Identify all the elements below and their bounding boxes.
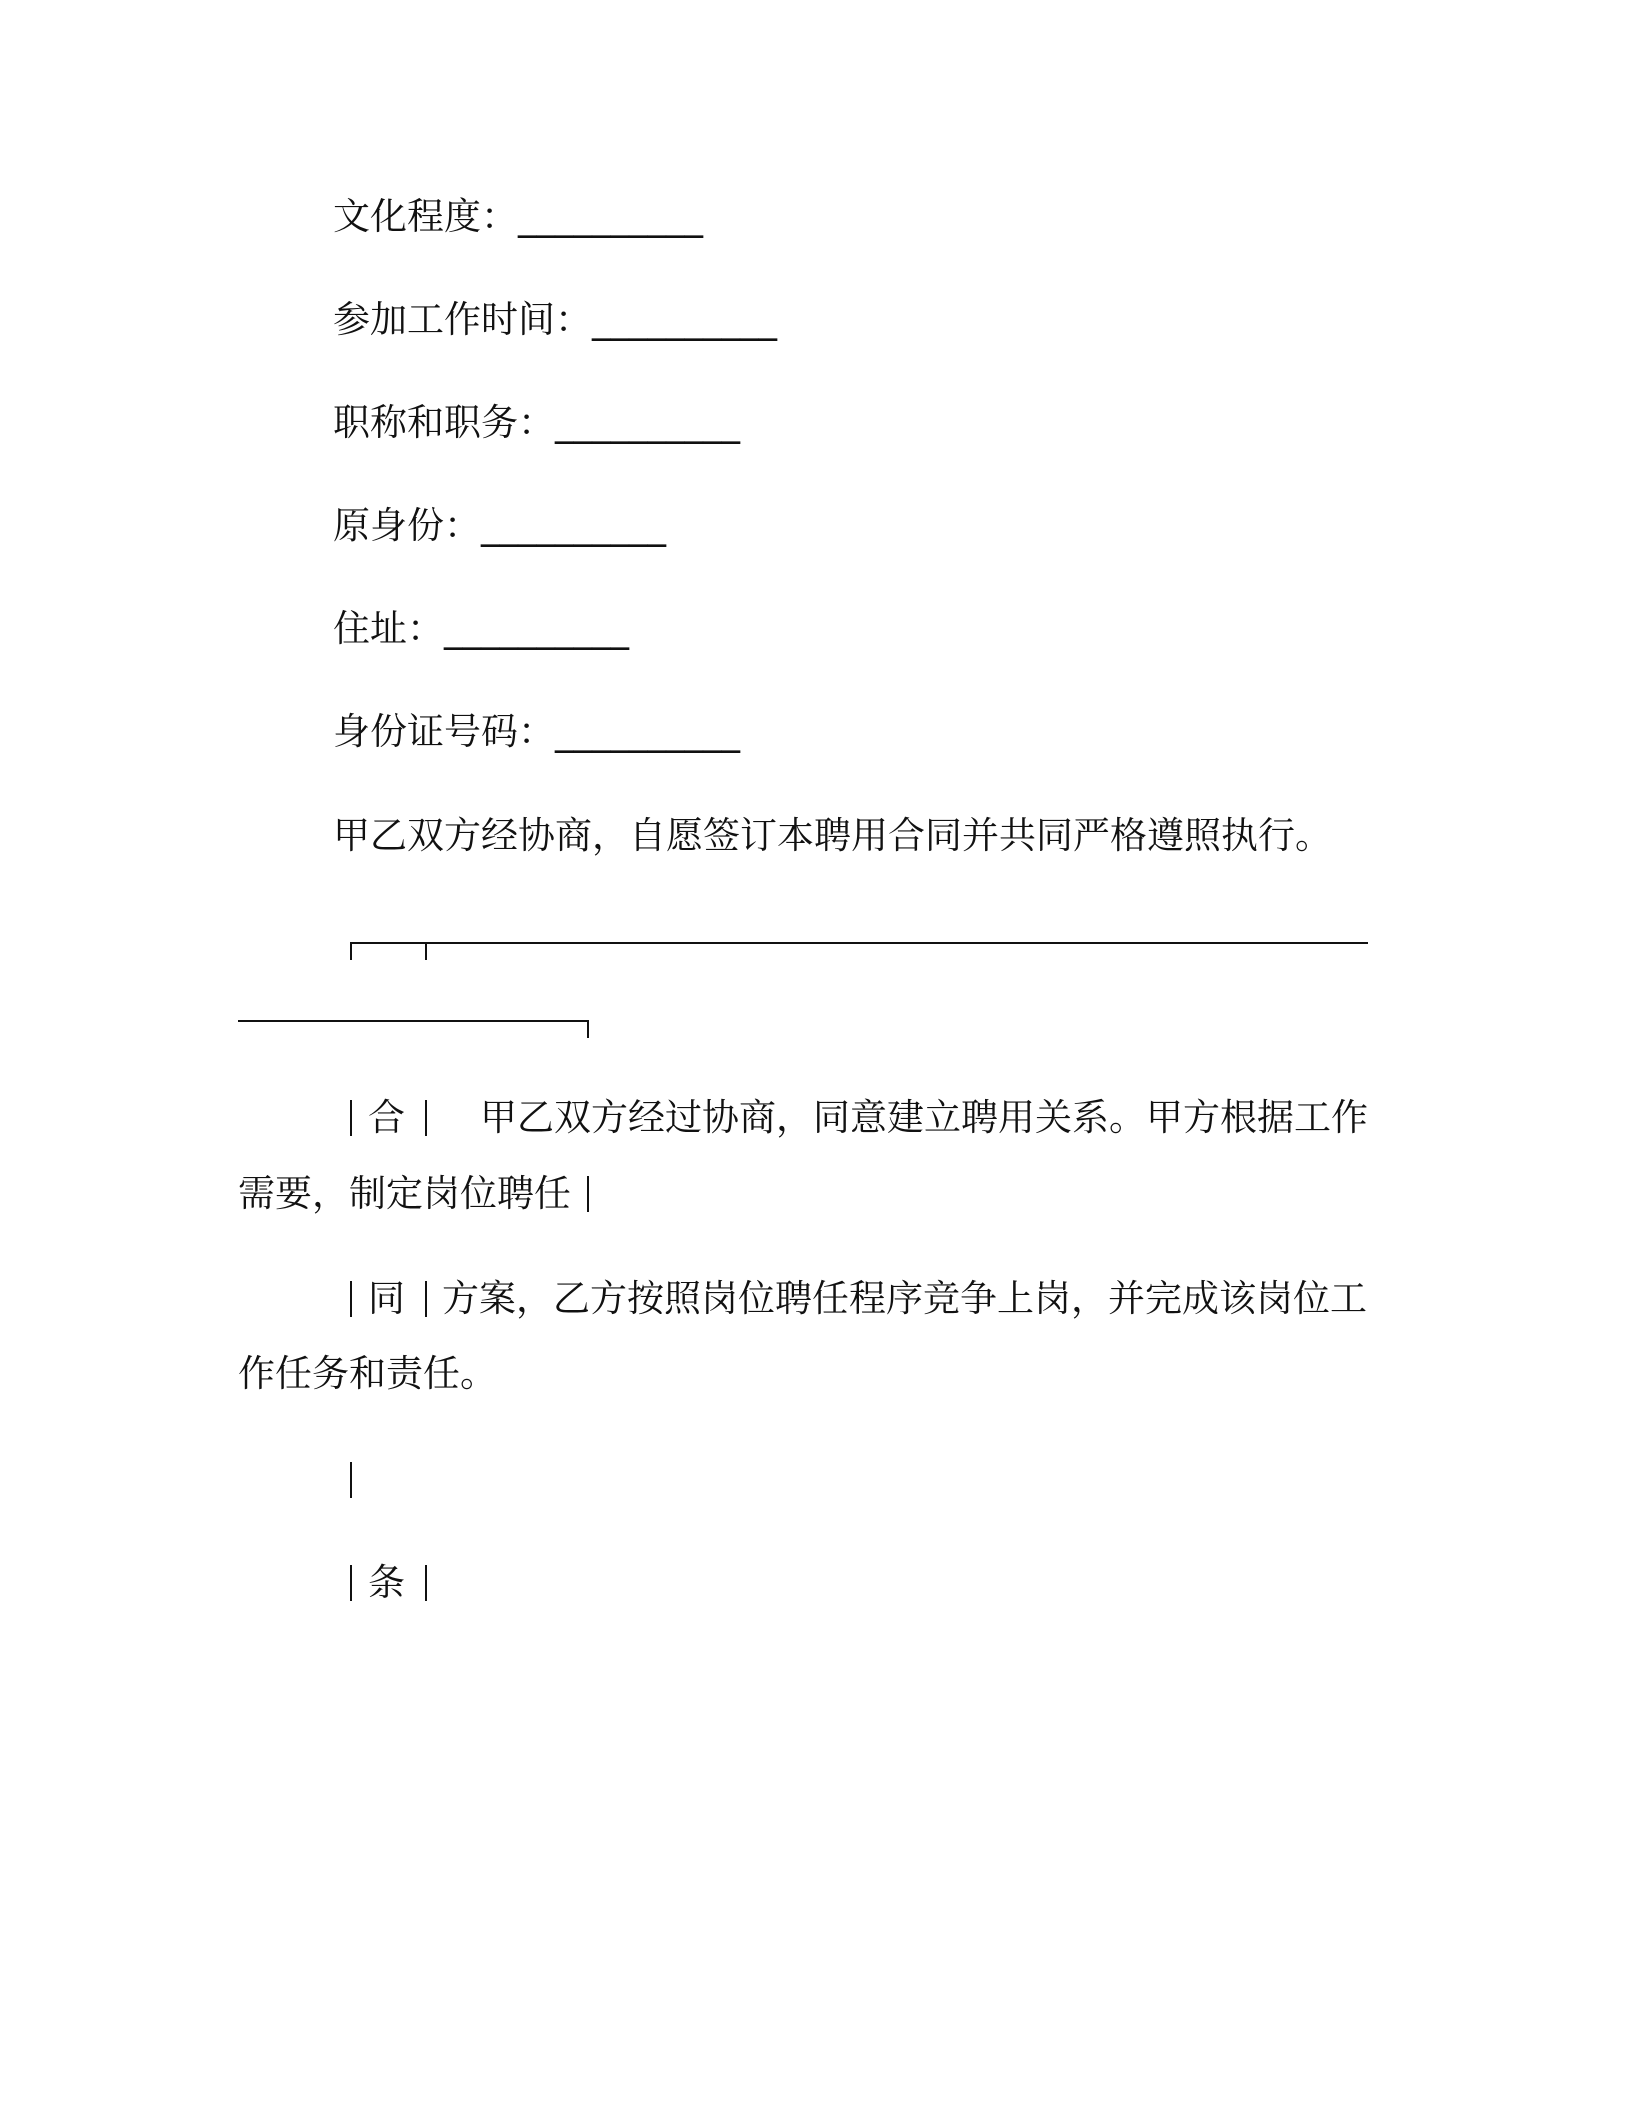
- field-label: 住址：: [333, 607, 444, 650]
- row1-text-line2: [238, 1170, 571, 1218]
- row2-text-line1: 方案，乙方按照岗位聘任程序竞争上岗，并完成该岗位工: [442, 1277, 1367, 1320]
- field-education: [333, 193, 703, 241]
- row3-char: 条: [368, 1561, 405, 1604]
- field-title-position: [333, 399, 740, 447]
- field-blank: __________: [518, 195, 703, 238]
- row1-text-line1: 甲乙双方经过协商，同意建立聘用关系。甲方根据工作: [480, 1096, 1368, 1139]
- table-corner-tick-left: [350, 942, 352, 960]
- empty-row-bar: [350, 1462, 352, 1498]
- field-original-status: [333, 502, 666, 550]
- table-second-border: [238, 1020, 588, 1022]
- field-blank: __________: [444, 607, 629, 650]
- field-label: 原身份：: [333, 504, 481, 547]
- table-corner-tick-mid: [425, 942, 427, 960]
- field-blank: __________: [592, 298, 777, 341]
- row1-right-bar: [587, 1176, 589, 1212]
- row2-char: 同: [368, 1277, 405, 1320]
- row1-left-bar: [350, 1100, 352, 1136]
- field-label: 参加工作时间：: [333, 298, 592, 341]
- field-label: 身份证号码：: [333, 710, 555, 753]
- field-id-number: [333, 708, 740, 756]
- row3-mid-bar: [425, 1565, 427, 1601]
- row2-mid-bar: [425, 1281, 427, 1317]
- row3-left-bar: [350, 1565, 352, 1601]
- row1-mid-bar: [425, 1100, 427, 1136]
- row1-text-line2-content: 需要，制定岗位聘任: [238, 1172, 571, 1215]
- field-label: 文化程度：: [333, 195, 518, 238]
- field-blank: __________: [555, 401, 740, 444]
- field-blank: __________: [481, 504, 666, 547]
- table-top-border: [350, 942, 1368, 944]
- field-blank: __________: [555, 710, 740, 753]
- table-second-tick: [587, 1020, 589, 1038]
- field-label: 职称和职务：: [333, 401, 555, 444]
- field-work-start: [333, 296, 777, 344]
- row2-text-line2: 作任务和责任。: [238, 1352, 497, 1395]
- row1-char: 合: [368, 1096, 405, 1139]
- row2-left-bar: [350, 1281, 352, 1317]
- field-address: [333, 605, 629, 653]
- intro-paragraph: 甲乙双方经协商，自愿签订本聘用合同并共同严格遵照执行。: [333, 814, 1332, 857]
